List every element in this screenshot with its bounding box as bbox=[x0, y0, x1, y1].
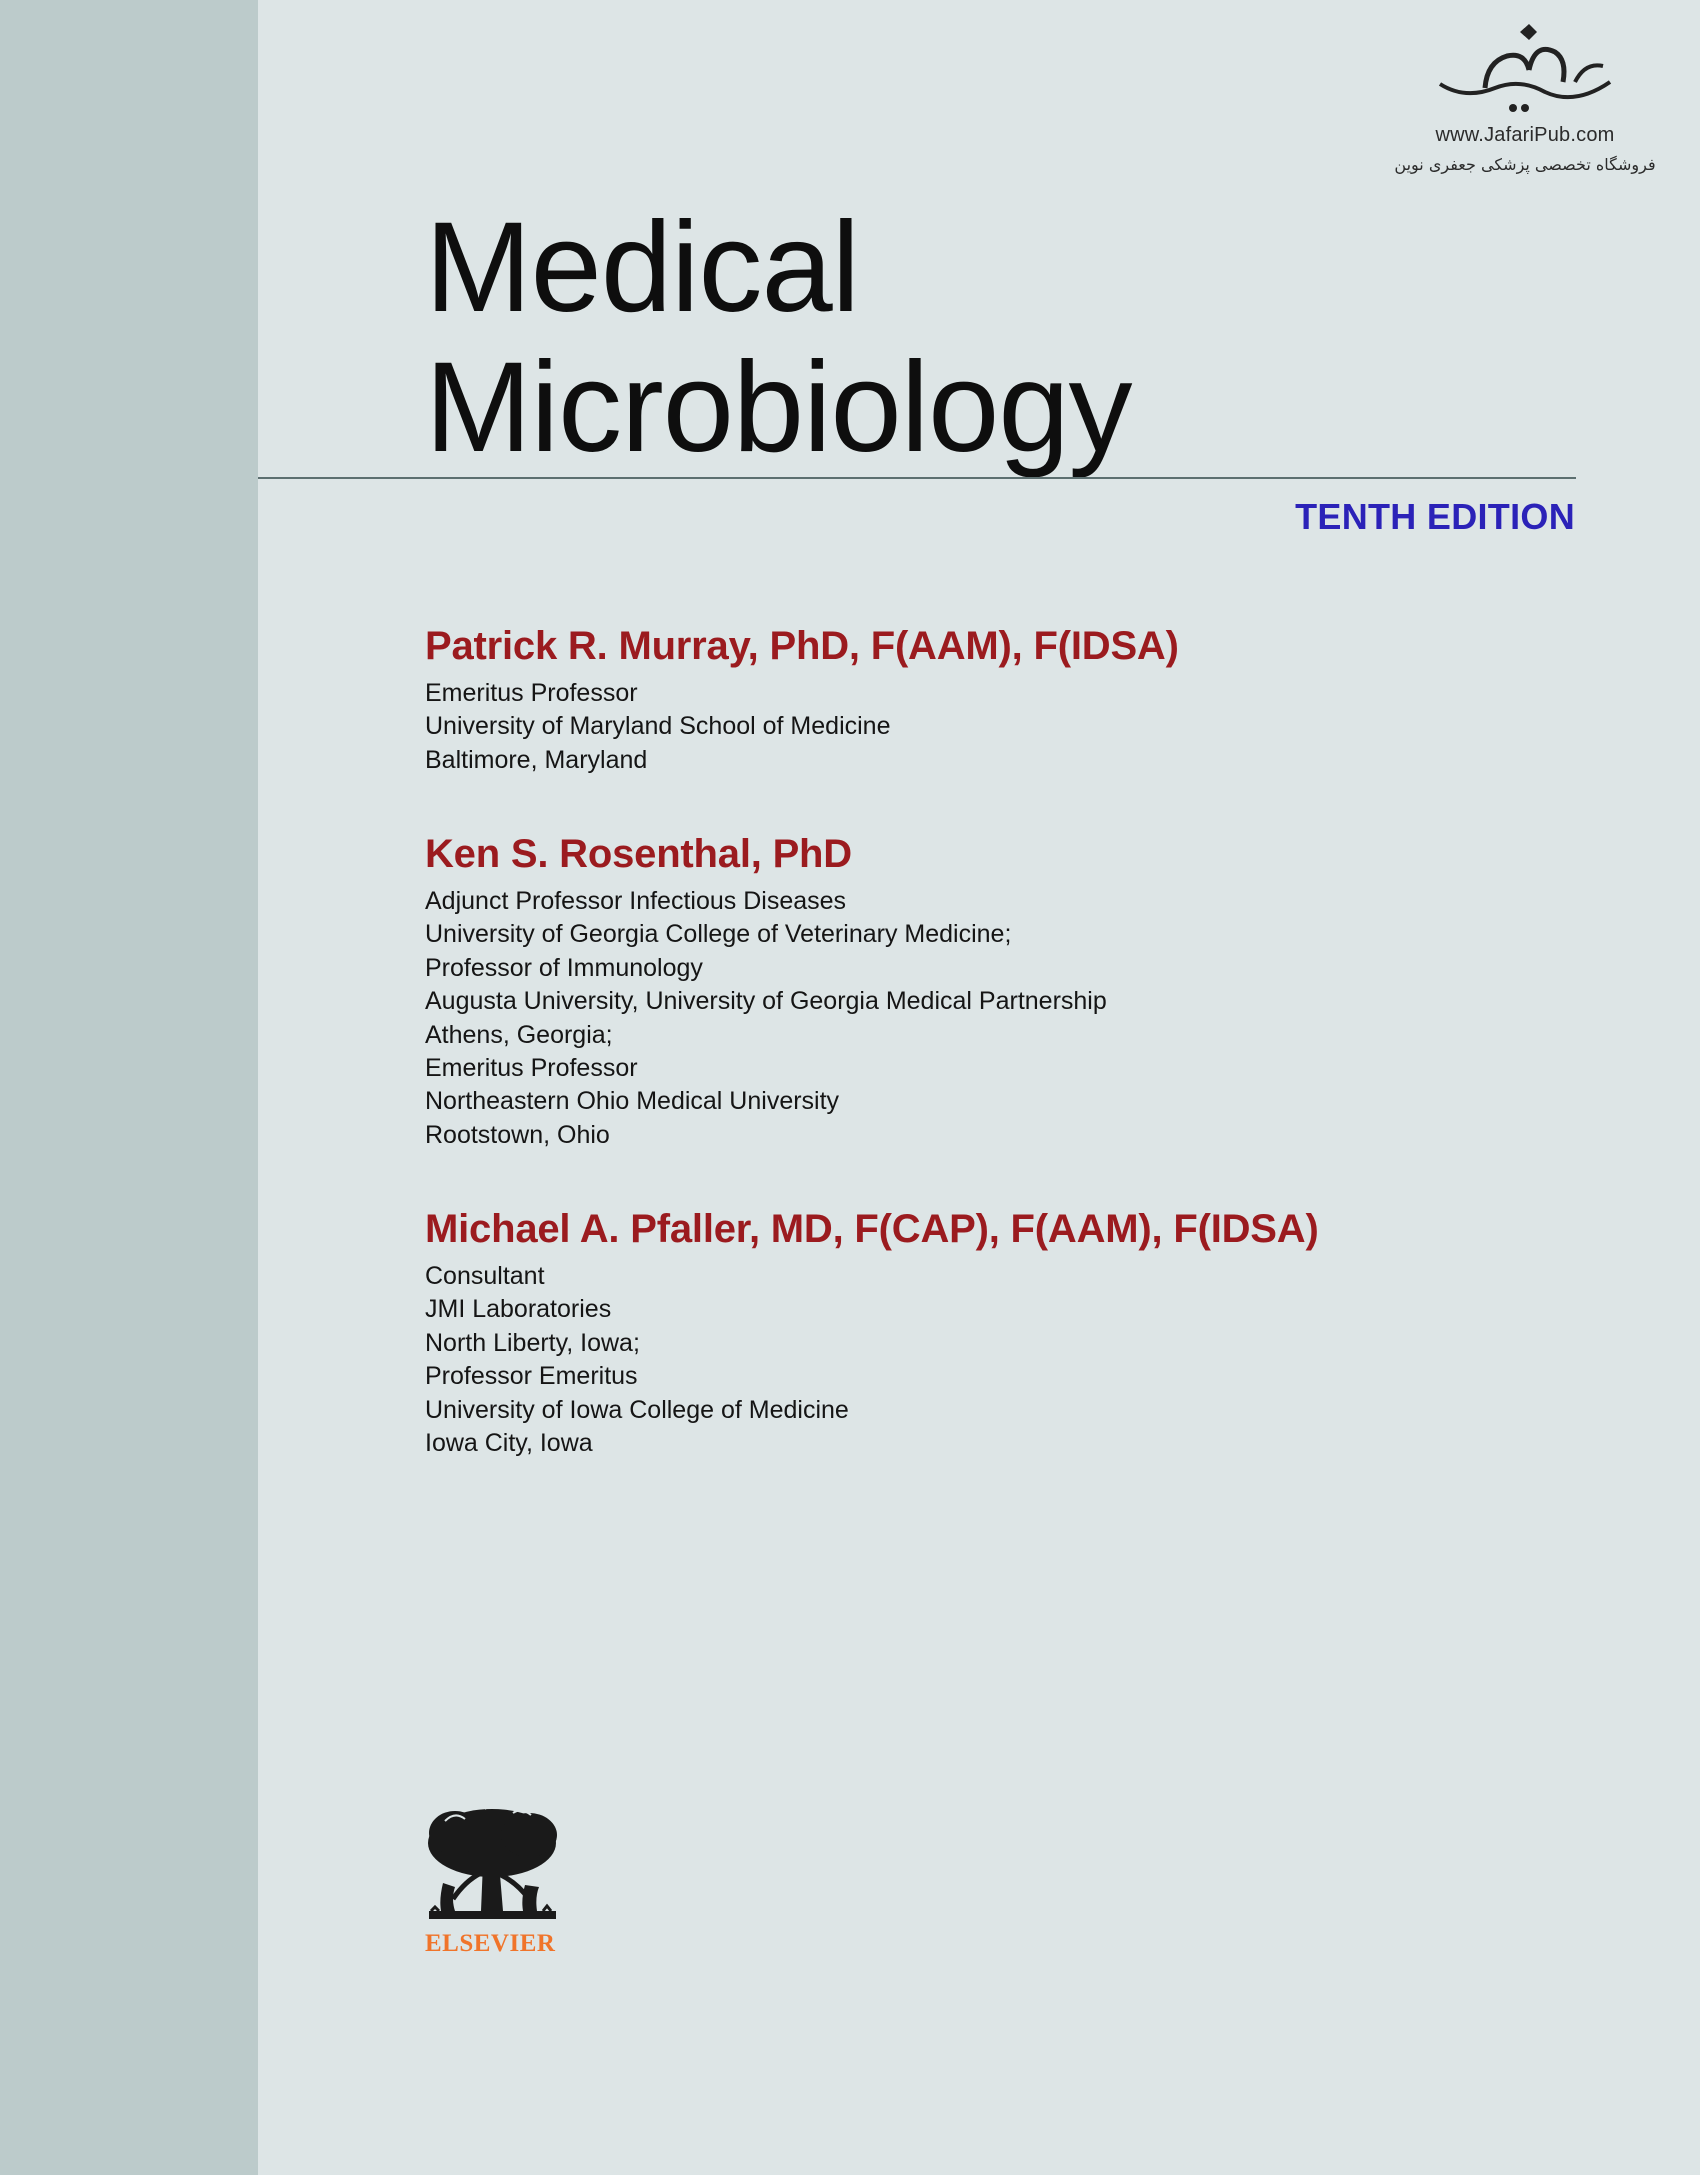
elsevier-logo bbox=[425, 1803, 560, 1958]
publisher-tagline: فروشگاه تخصصی پزشکی جعفری نوین bbox=[1394, 155, 1656, 174]
affiliation-line: University of Georgia College of Veterinary Medicine; bbox=[425, 920, 1012, 949]
affiliation-line: Rootstown, Ohio bbox=[425, 1120, 610, 1149]
title-divider bbox=[258, 477, 1576, 479]
affiliation-line: Professor of Immunology bbox=[425, 953, 703, 982]
author-name: Ken S. Rosenthal, PhD bbox=[425, 832, 852, 876]
affiliation-line: Consultant bbox=[425, 1262, 545, 1290]
author-block bbox=[425, 624, 1179, 777]
author-name: Patrick R. Murray, PhD, F(AAM), F(IDSA) bbox=[425, 624, 1179, 668]
affiliation-line: North Liberty, Iowa; bbox=[425, 1328, 640, 1357]
edition-label: TENTH EDITION bbox=[1295, 496, 1575, 537]
affiliation-line: Adjunct Professor Infectious Diseases bbox=[425, 887, 847, 915]
affiliation-line: Augusta University, University of Georgia Medical Partnership bbox=[425, 987, 1107, 1016]
affiliation-line: Emeritus Professor bbox=[425, 1054, 638, 1083]
author-affiliation bbox=[425, 1260, 1319, 1460]
publisher-watermark bbox=[1385, 22, 1665, 192]
title-line-2: Microbiology bbox=[425, 336, 1132, 479]
author-name: Michael A. Pfaller, MD, F(CAP), F(AAM), F(IDSA) bbox=[425, 1207, 1319, 1251]
affiliation-line: University of Maryland School of Medicine bbox=[425, 712, 891, 741]
publisher-url: www.JafariPub.com bbox=[1435, 124, 1615, 146]
book-title bbox=[425, 198, 1132, 478]
affiliation-line: JMI Laboratories bbox=[425, 1295, 612, 1324]
author-block bbox=[425, 832, 1107, 1152]
affiliation-line: University of Iowa College of Medicine bbox=[425, 1395, 849, 1424]
affiliation-line: Professor Emeritus bbox=[425, 1362, 638, 1391]
author-block bbox=[425, 1207, 1319, 1460]
affiliation-line: Emeritus Professor bbox=[425, 679, 638, 707]
side-band bbox=[0, 0, 258, 2175]
affiliation-line: Iowa City, Iowa bbox=[425, 1429, 593, 1458]
author-affiliation bbox=[425, 885, 1107, 1152]
author-affiliation bbox=[425, 677, 1179, 777]
affiliation-line: Athens, Georgia; bbox=[425, 1020, 613, 1049]
calligraphy-logo-icon bbox=[1425, 22, 1625, 122]
elsevier-tree-icon bbox=[425, 1803, 560, 1923]
elsevier-wordmark: ELSEVIER bbox=[425, 1930, 556, 1957]
affiliation-line: Northeastern Ohio Medical University bbox=[425, 1087, 840, 1116]
affiliation-line: Baltimore, Maryland bbox=[425, 745, 648, 774]
title-line-1: Medical bbox=[425, 196, 860, 339]
